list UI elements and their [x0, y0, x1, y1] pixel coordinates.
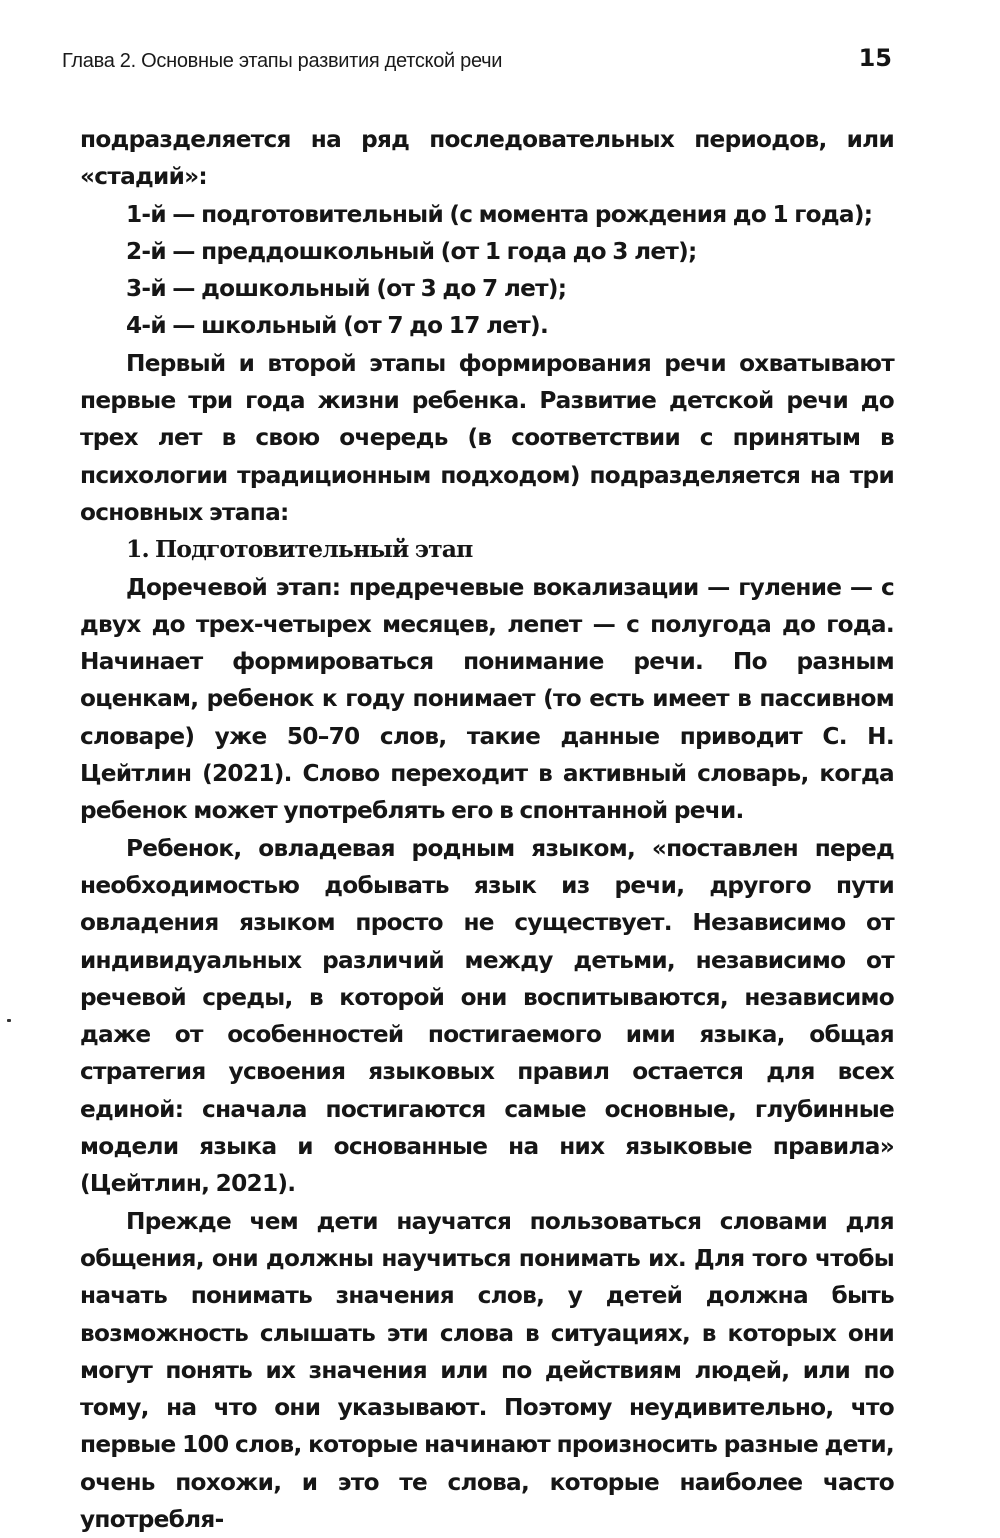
stage-item-4: 4-й — школьный (от 7 до 17 лет). [126, 312, 549, 340]
paragraph-quotation: Ребенок, овладевая родным языком, «поставлен перед необходимостью добывать язык из речи, другого пути овладения языком просто не существует. Независимо от индивидуальных различий между детьми, независимо от речевой среды, в которой они воспитываются, независимо даже от особенностей постигаемого ими языка, общая стратегия усвоения языковых правил остается для всех единой: сначала постигаются самые основные, глубинные модели языка и основанные на них языковые правила» (Цейтлин, 2021). [80, 834, 894, 1198]
body-text [80, 121, 894, 1538]
paragraph-first-words: Прежде чем дети научатся пользоваться словами для общения, они должны научиться понимать их. Для того чтобы начать понимать значения слов, у детей должна быть возможность слышать эти слова в ситуациях, в которых они могут понять их значения или по действиям людей, или по тому, на что они указывают. Поэтому неудивительно, что первые 100 слов, которые начинают произносить разные дети, очень похожи, и это те слова, которые наиболее часто употребля- [80, 1207, 894, 1533]
running-header [62, 44, 892, 78]
stage-item-3: 3-й — дошкольный (от 3 до 7 лет); [126, 275, 567, 303]
paragraph-stages-overview: Первый и второй этапы формирования речи охватывают первые три года жизни ребенка. Развитие детской речи до трех лет в свою очередь (в соответствии с принятым в психологии традиционным подходом) подразделяется на три основных этапа: [80, 349, 894, 526]
running-title: Глава 2. Основные этапы развития детской речи [62, 50, 503, 72]
margin-speck [7, 1019, 11, 1022]
stage-item-1: 1-й — подготовительный (с момента рождения до 1 года); [126, 200, 873, 228]
stage-item-2: 2-й — преддошкольный (от 1 года до 3 лет); [126, 237, 697, 265]
page-number: 15 [858, 44, 892, 72]
paragraph-prespeech: Доречевой этап: предречевые вокализации — гуление — с двух до трех-четырех месяцев, лепет — с полугода до года. Начинает формироваться понимание речи. По разным оценкам, ребенок к году понимает (то есть имеет в пассивном словаре) уже 50–70 слов, такие данные приводит С. Н. Цейтлин (2021). Слово переходит в активный словарь, когда ребенок может употреблять его в спонтанной речи. [80, 573, 894, 825]
section-heading: 1. Подготовительный этап [126, 535, 473, 564]
intro-paragraph: подразделяется на ряд последовательных периодов, или «стадий»: [80, 126, 894, 191]
stages-list [80, 196, 894, 345]
